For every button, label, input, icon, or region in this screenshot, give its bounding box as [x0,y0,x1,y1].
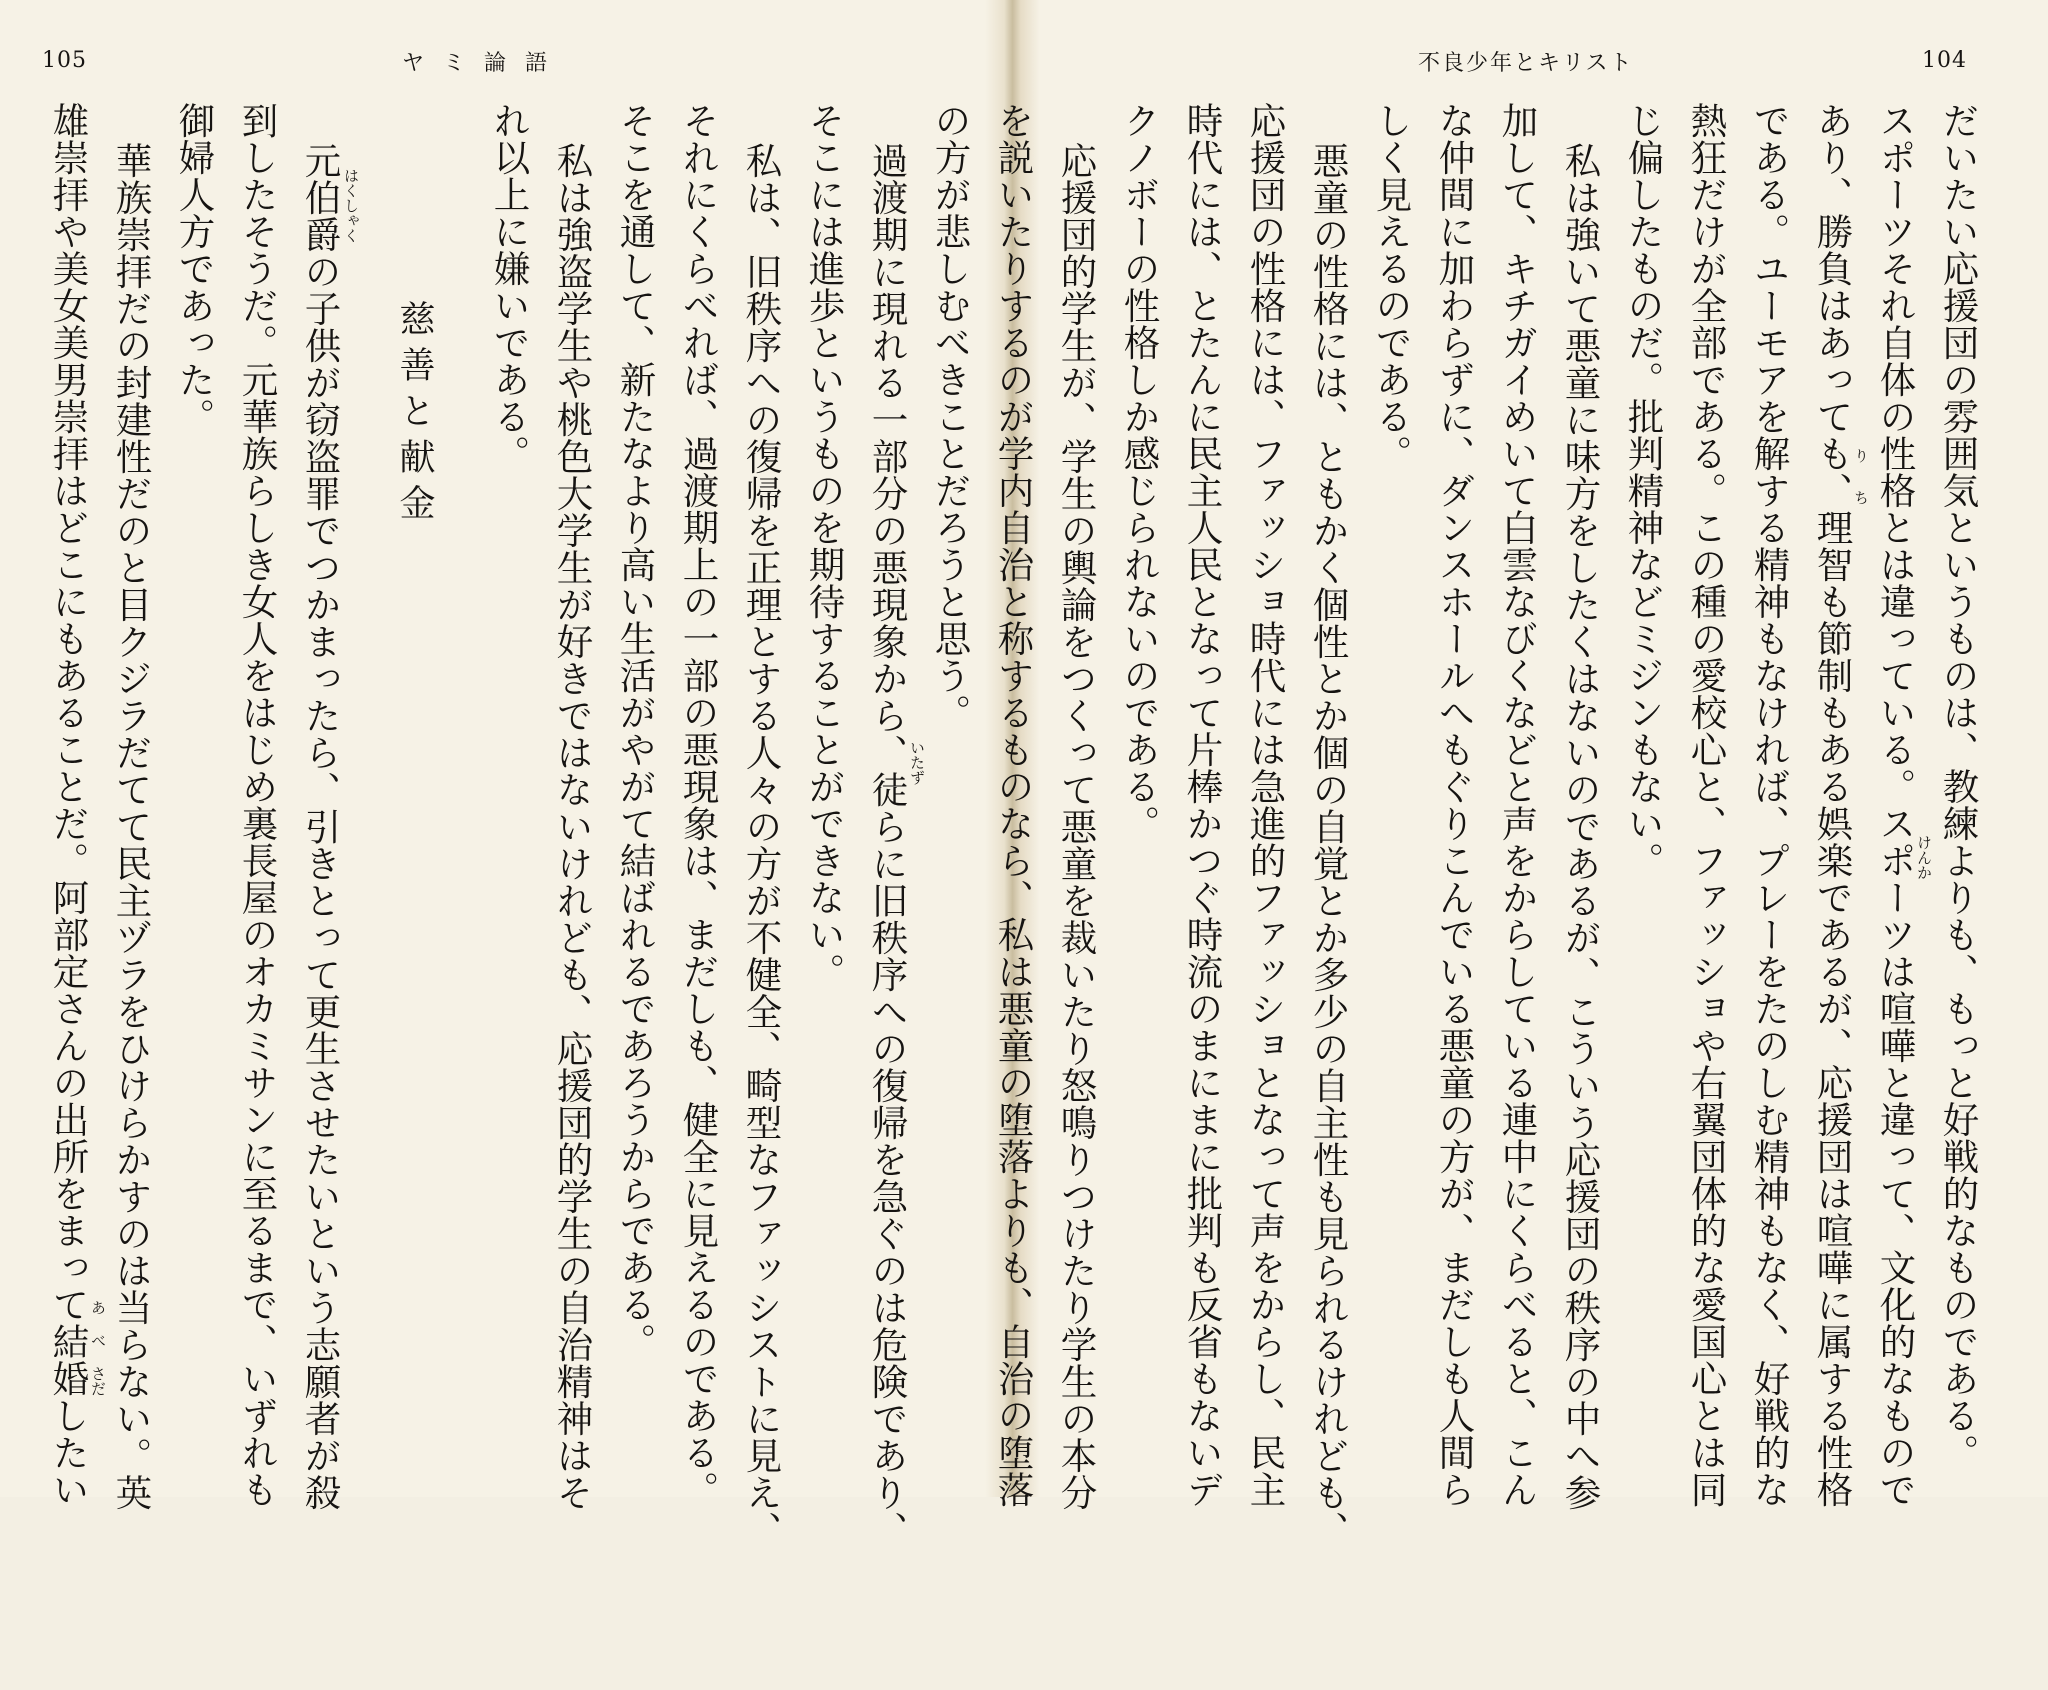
text-line: クノボーの性格しか感じられないのである。 [1118,102,1161,842]
right-page-number: 104 [1922,48,1967,73]
text-line: 御婦人方であった。 [173,102,216,435]
ruby-chi: ち [1852,490,1870,505]
text-line: 悪童の性格には、ともかく個性とか個の自覚とか多少の自主性も見られるけれども、 [1307,142,1350,1548]
text-line: の方が悲しむべきことだろうと思う。 [929,102,972,731]
text-line: あり、勝負はあっても、理智も節制もある娯楽であるが、応援団は喧嘩に属する性格 [1811,102,1854,1508]
text-line: しく見えるのである。 [1370,102,1413,472]
text-line: 過渡期に現れる一部分の悪現象から、徒らに旧秩序への復帰を急ぐのは危険であり、 [866,142,909,1548]
ruby-abe-sada: あ べ さだ [89,1300,107,1396]
text-line: 元伯爵の子供が窃盗罪でつかまったら、引きとって更生させたいという志願者が殺 [299,142,342,1511]
ruby-hakushaku: はくしゃく [342,168,360,243]
text-line: な仲間に加わらずに、ダンスホールへもぐりこんでいる悪童の方が、まだしも人間ら [1433,102,1476,1508]
left-running-head: ヤ ミ 論 語 [402,51,553,76]
right-running-head: 不良少年とキリスト [1418,51,1634,76]
text-line: 加して、キチガイめいて白雲なびくなどと声をからしている連中にくらべると、こん [1496,102,1539,1508]
text-line: 熱狂だけが全部である。この種の愛校心と、ファッショや右翼団体的な愛国心とは同 [1685,102,1728,1508]
text-line: である。ユーモアを解する精神もなければ、プレーをたのしむ精神もなく、好戦的な [1748,102,1791,1508]
text-line: そこには進歩というものを期待することができない。 [803,102,846,990]
text-line: 雄崇拝や美女美男崇拝はどこにもあることだ。阿部定さんの出所をまって結婚したい [47,102,90,1508]
ruby-ri: り [1852,448,1870,463]
text-line: 応援団的学生が、学生の輿論をつくって悪童を裁いたり怒鳴りつけたり学生の本分 [1055,142,1098,1511]
text-line: 華族崇拝だの封建性だのと目クジラだてて民主ヅラをひけらかすのは当らない。英 [110,142,153,1511]
section-heading: 慈善と献金 [394,300,435,530]
left-page-number: 105 [42,48,87,73]
ruby-itazura: いたず [908,740,926,785]
text-line: を説いたりするのが学内自治と称するものなら、私は悪童の堕落よりも、自治の堕落 [992,102,1035,1508]
text-line: 時代には、とたんに民主人民となって片棒かつぐ時流のまにまに批判も反省もないデ [1181,102,1224,1508]
text-line: 私は強盗学生や桃色大学生が好きではないけれども、応援団的学生の自治精神はそ [551,142,594,1511]
text-line: だいたい応援団の雰囲気というものは、教練よりも、もっと好戦的なものである。 [1937,102,1980,1471]
text-line: じ偏したものだ。批判精神などミジンもない。 [1622,102,1665,879]
text-line: れ以上に嫌いである。 [488,102,531,472]
text-line: 私は、旧秩序への復帰を正理とする人々の方が不健全、畸型なファッシストに見え、 [740,142,783,1548]
text-line: スポーツそれ自体の性格とは違っている。スポーツは喧嘩と違って、文化的なもので [1874,102,1917,1508]
text-line: それにくらべれば、過渡期上の一部の悪現象は、まだしも、健全に見えるのである。 [677,102,720,1508]
text-line: 到したそうだ。元華族らしき女人をはじめ裏長屋のオカミサンに至るまで、いずれも [236,102,279,1508]
text-line: 私は強いて悪童に味方をしたくはないのであるが、こういう応援団の秩序の中へ参 [1559,142,1602,1511]
ruby-kenka: けんか [1915,835,1933,880]
text-line: 応援団の性格には、ファッショ時代には急進的ファッショとなって声をからし、民主 [1244,102,1287,1508]
text-line: そこを通して、新たなより高い生活がやがて結ばれるであろうからである。 [614,102,657,1360]
